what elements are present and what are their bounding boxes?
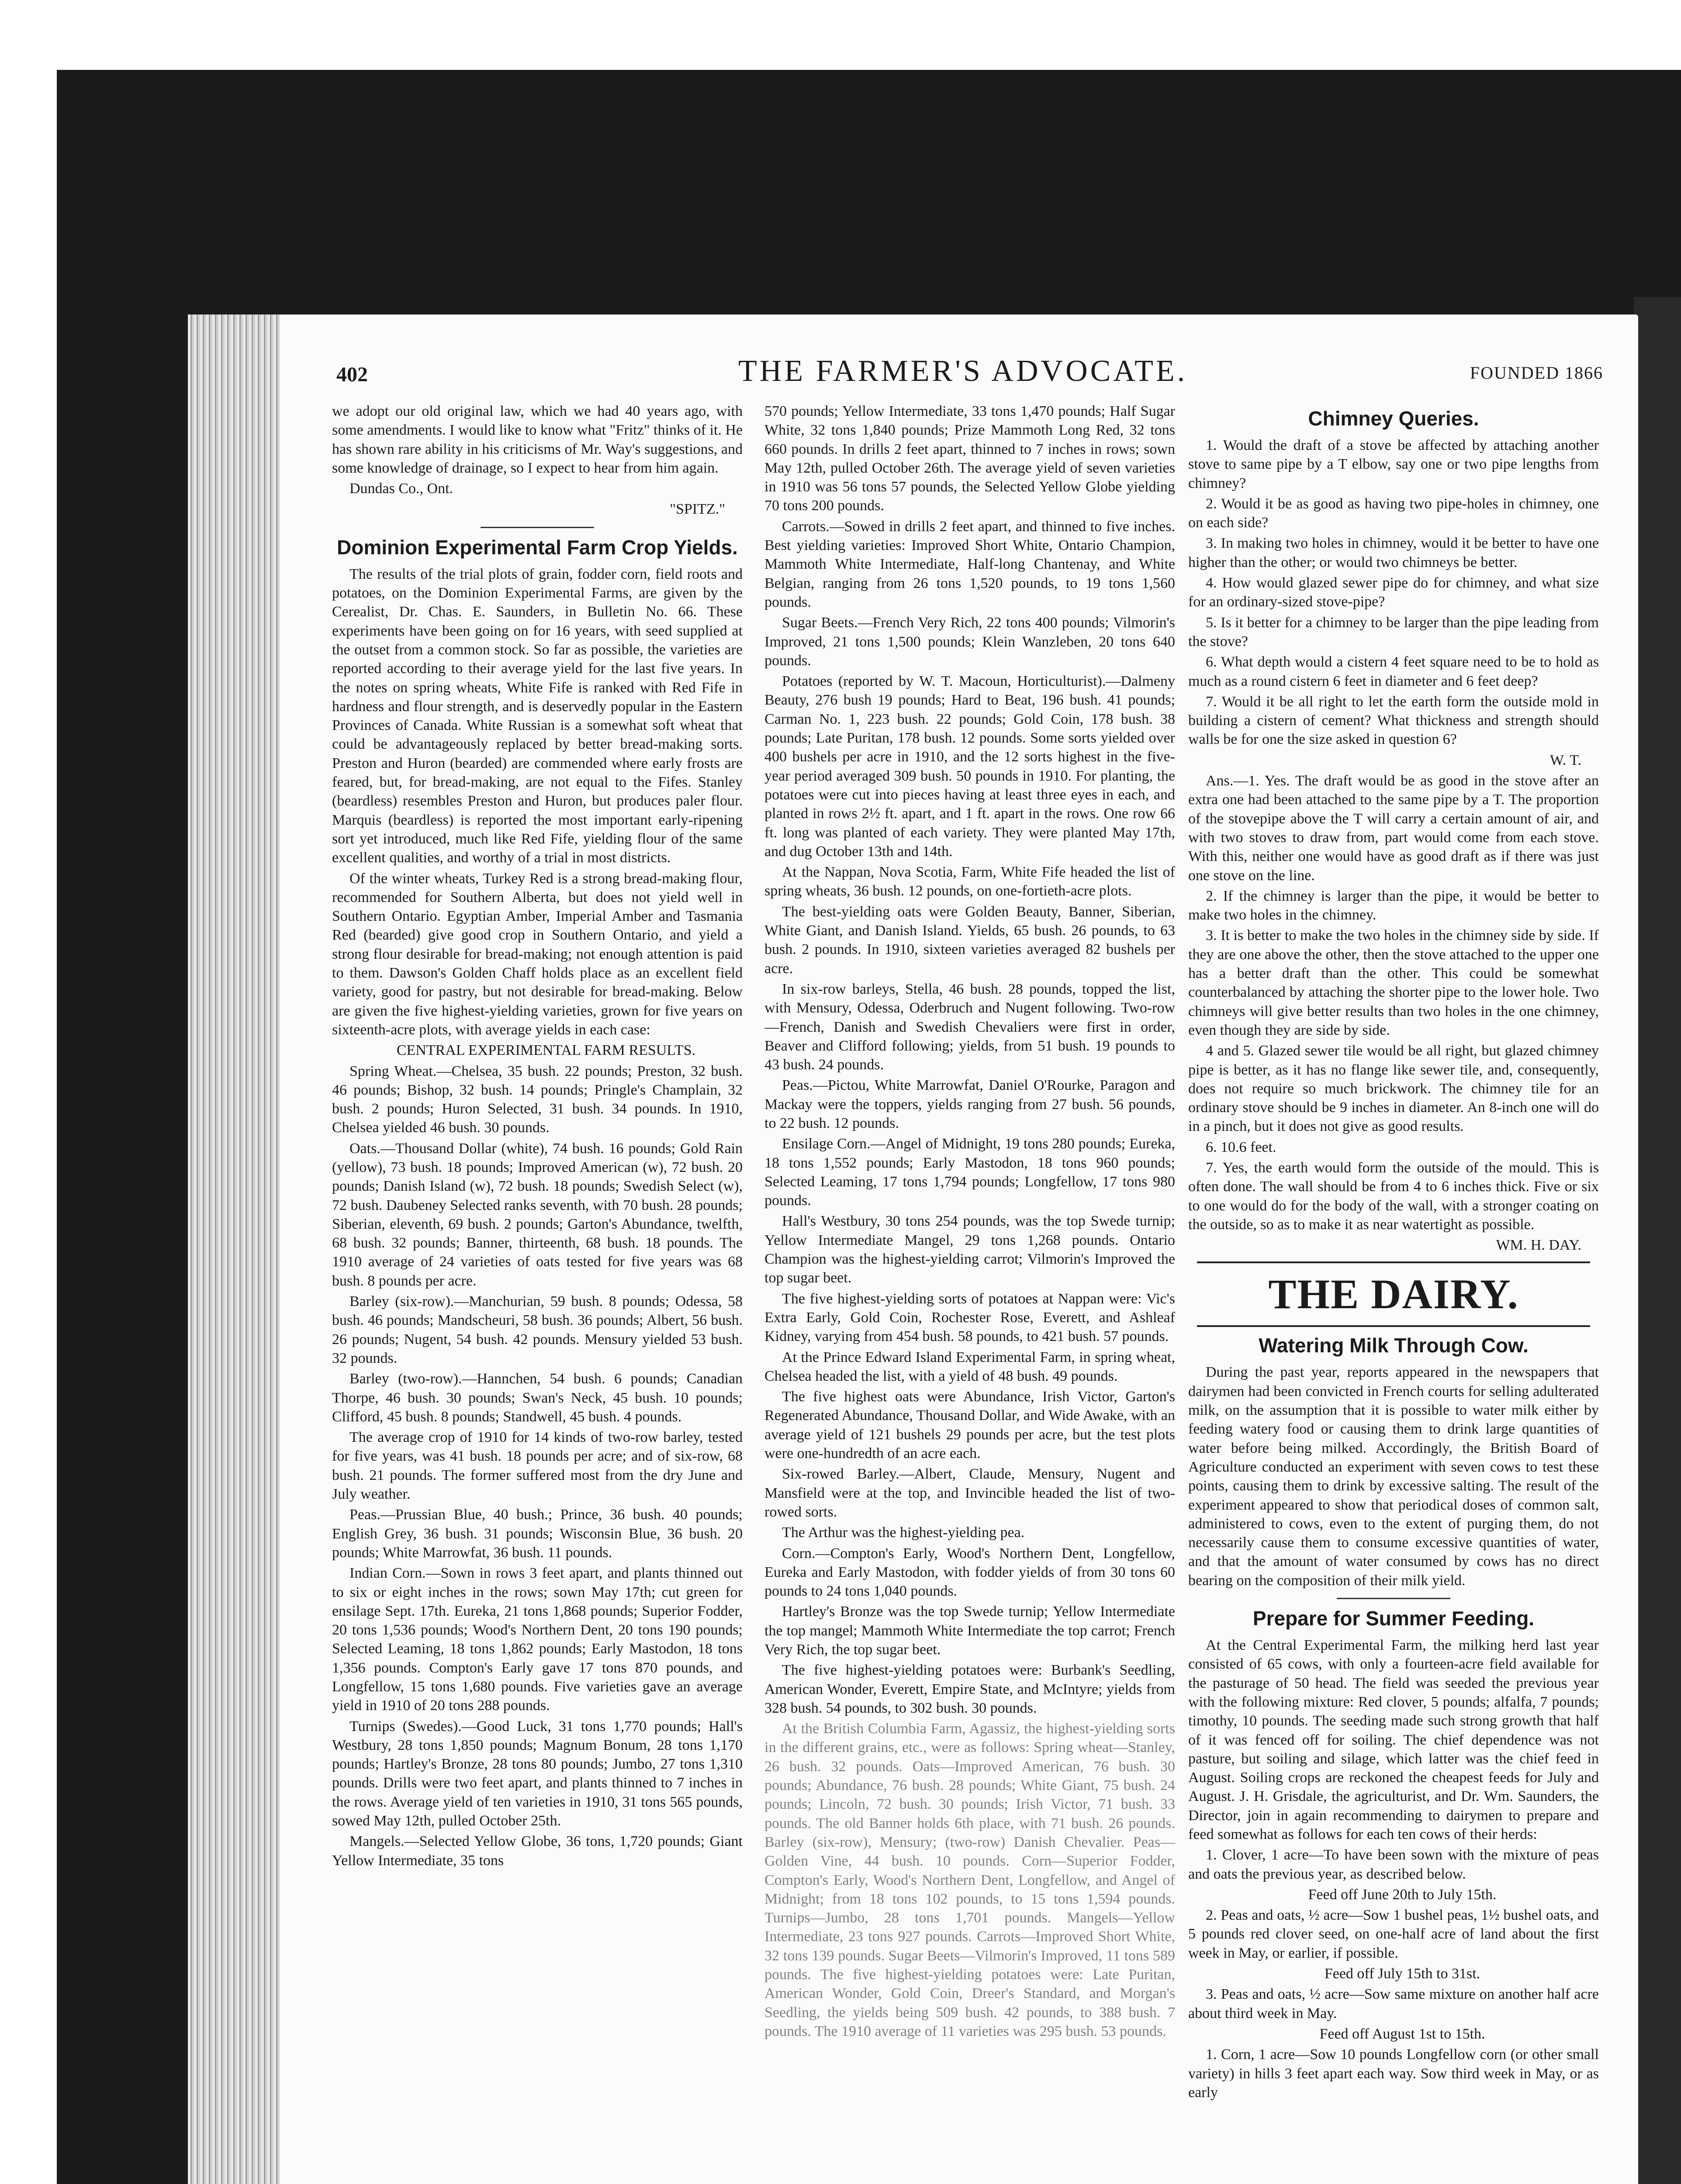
- paragraph: Indian Corn.—Sown in rows 3 feet apart, and plants thinned out to six or eight inches in the rows; sown May 17th; cut green for ensilage Sept. 17th. Eureka, 21 tons 1,868 pounds; Superior Fodder, 20 tons 1,536 pounds; Wood's Northern Dent, 20 tons 190 pounds; Selected Leaming, 18 tons 1,862 pounds; Early Mastodon, 18 tons 1,356 pounds. Compton's Early gave 17 tons 870 pounds, and Longfellow, 15 tons 1,680 pounds. Five varieties gave an average yield in 1910 of 20 tons 288 pounds.: [332, 1565, 743, 1714]
- article-heading-watering-milk: Watering Milk Through Cow.: [1259, 1334, 1529, 1357]
- paragraph: Hartley's Bronze was the top Swede turnip; Yellow Intermediate the top mangel; Mammoth White Intermediate the top carrot; French Very Rich, the top sugar beet.: [764, 1603, 1175, 1658]
- answer: Ans.—1. Yes. The draft would be as good in the stove after an extra one had been attached to the same pipe by a T. The proportion of the stovepipe above the T will carry a certain amount of air, and with two stoves to draw from, part would come from each stove. With this, neither one would have as good draft as if there was just one stove on the line.: [1188, 773, 1599, 884]
- paragraph: Hall's Westbury, 30 tons 254 pounds, was the top Swede turnip; Yellow Intermediate Mangel, 29 tons 1,268 pounds. Ontario Champion was the highest-yielding carrot; Vilmorin's Improved the top sugar beet.: [764, 1213, 1175, 1286]
- paragraph: Barley (six-row).—Manchurian, 59 bush. 8 pounds; Odessa, 58 bush. 46 pounds; Mandscheuri, 58 bush. 36 pounds; Albert, 56 bush. 26 pounds; Nugent, 54 bush. 42 pounds. Mensury yielded 53 bush. 32 pounds.: [332, 1293, 743, 1366]
- answer: 6. 10.6 feet.: [1206, 1139, 1276, 1155]
- paragraph: Corn.—Compton's Early, Wood's Northern Dent, Longfellow, Eureka and Early Mastodon, with fodder yields of from 30 tons 60 pounds to 24 tons 1,040 pounds.: [764, 1545, 1175, 1600]
- feed-period: Feed off July 15th to 31st.: [1324, 1966, 1480, 1982]
- paragraph: At the British Columbia Farm, Agassiz, the highest-yielding sorts in the different grains, etc., were as follows: Spring wheat—Stanley, 26 bush. 32 pounds. Oats—Improved American, 76 bush. 30 pounds; Abundance, 76 bush. 28 pounds; White Giant, 75 bush. 24 pounds; Lincoln, 72 bush. 30 pounds; Irish Victor, 71 bush. 33 pounds. The old Banner holds 6th place, with 71 bush. 26 pounds. Barley (six-row), Mensury; (two-row) Danish Chevalier. Peas—Golden Vine, 44 bush. 10 pounds. Corn—Superior Fodder, Compton's Early, Wood's Northern Dent, Longfellow, and Angel of Midnight; from 18 tons 102 pounds, to 15 tons 1,594 pounds. Turnips—Jumbo, 28 tons 1,701 pounds. Mangels—Yellow Intermediate, 23 tons 927 pounds. Carrots—Improved Short White, 32 tons 139 pounds. Sugar Beets—Vilmorin's Improved, 11 tons 589 pounds. The five highest-yielding potatoes were: Late Puritan, American Wonder, Gold Coin, Dreer's Standard, and Morgan's Seedling, the yields being 509 bush. 42 pounds, to 388 bush. 7 pounds. The 1910 average of 11 varieties was 295 bush. 53 pounds.: [764, 1721, 1175, 2039]
- paragraph: 570 pounds; Yellow Intermediate, 33 tons 1,470 pounds; Half Sugar White, 32 tons 1,840 pounds; Prize Mammoth Long Red, 32 tons 660 pounds. In drills 2 feet apart, thinned to 7 inches in rows; sown May 12th, pulled October 26th. The average yield of seven varieties in 1910 was 56 tons 57 pounds, the Selected Yellow Globe yielding 70 tons 200 pounds.: [764, 403, 1175, 514]
- question: 6. What depth would a cistern 4 feet square need to be to hold as much as a round cistern 6 feet in diameter and 6 feet deep?: [1188, 654, 1599, 689]
- answer: 2. If the chimney is larger than the pipe, it would be better to make two holes in the chimney.: [1188, 888, 1599, 923]
- paragraph: At the Central Experimental Farm, the milking herd last year consisted of 65 cows, with only a fourteen-acre field available for the pasturage of 50 head. The field was seeded the previous year with the following mixture: Red clover, 5 pounds; alfalfa, 7 pounds; timothy, 10 pounds. The seeding made such strong growth that half of it was fenced off for soiling. The chief dependence was not pasture, but soiling and silage, which latter was the chief feed in August. Soiling crops are reckoned the cheapest feeds for July and August. J. H. Grisdale, the agriculturist, and Dr. Wm. Saunders, the Director, join in again recommending to dairymen to prepare and feed somewhat as follows for each ten cows of their herds:: [1188, 1637, 1599, 1842]
- section-divider: [1337, 1598, 1450, 1599]
- right-page-edge: [1634, 297, 1681, 2184]
- paragraph: The Arthur was the highest-yielding pea.: [782, 1524, 1025, 1541]
- paragraph: Peas.—Pictou, White Marrowfat, Daniel O'Rourke, Paragon and Mackay were the toppers, yields ranging from 27 bush. 56 pounds, to 22 bush. 12 pounds.: [764, 1077, 1175, 1131]
- paragraph: 3. Peas and oats, ½ acre—Sow same mixture on another half acre about third week in May.: [1188, 1986, 1599, 2022]
- feed-period: Feed off August 1st to 15th.: [1319, 2025, 1485, 2042]
- answer: 4 and 5. Glazed sewer tile would be all right, but glazed chimney pipe is better, as it has no flange like sewer tile, and, consequently, does not require so much brickwork. The chimney tile for an ordinary stove should be 9 inches in diameter. An 8-inch one will do in a pinch, but it does not give as good results.: [1188, 1043, 1599, 1135]
- book-page-edges: [188, 314, 288, 2184]
- paragraph: During the past year, reports appeared in the newspapers that dairymen had been convicted in French courts for selling adulterated milk, on the assumption that it is possible to water milk either by feeding watery food or causing them to drink large quantities of water before being milked. Accordingly, the British Board of Agriculture conducted an experiment with seven cows to test these points, causing them to drink by excessive salting. The result of the experiment appeared to show that periodical doses of common salt, administered to cows, even to the extent of purging them, do not necessarily cause them to consume excessive quantities of water, and that the amount of water consumed by cows has no direct bearing on the composition of their milk yield.: [1188, 1364, 1599, 1589]
- paragraph: The five highest-yielding potatoes were: Burbank's Seedling, American Wonder, Everett, Empire State, and McIntyre; yields from 328 bush. 54 pounds, to 302 bush. 30 pounds.: [764, 1662, 1175, 1716]
- answer: 7. Yes, the earth would form the outside of the mould. This is often done. The wall should be from 4 to 6 inches thick. Five or six to one would do for the body of the wall, with a stronger coating on the outside, so as to make it as near watertight as possible.: [1188, 1159, 1599, 1233]
- paragraph: Peas.—Prussian Blue, 40 bush.; Prince, 36 bush. 40 pounds; English Grey, 36 bush. 31 pounds; Wisconsin Blue, 36 bush. 20 pounds; White Marrowfat, 36 bush. 11 pounds.: [332, 1507, 743, 1561]
- section-divider: [481, 527, 594, 528]
- answer-signature: WM. H. DAY.: [1496, 1237, 1581, 1254]
- column-right: [1188, 402, 1599, 2104]
- letter-signature: "SPITZ.": [670, 501, 725, 518]
- article-heading-crop-yields: Dominion Experimental Farm Crop Yields.: [337, 536, 738, 559]
- paragraph: Turnips (Swedes).—Good Luck, 31 tons 1,770 pounds; Hall's Westbury, 28 tons 1,850 pounds; Magnum Bonum, 28 tons 1,170 pounds; Hartley's Bronze, 28 tons 80 pounds; Jumbo, 27 tons 1,310 pounds. Drills were two feet apart, and plants thinned to 7 inches in the rows. Average yield of ten varieties in 1910, 31 tons 565 pounds, sowed May 12th, pulled October 25th.: [332, 1718, 743, 1829]
- section-divider: [1197, 1325, 1590, 1327]
- paragraph: Potatoes (reported by W. T. Macoun, Horticulturist).—Dalmeny Beauty, 276 bush 19 pounds; Hard to Beat, 196 bush. 41 pounds; Carman No. 1, 223 bush. 22 pounds; Gold Coin, 178 bush. 38 pounds; Late Puritan, 178 bush. 12 pounds. Some sorts yielded over 400 bushels per acre in 1910, and the 12 sorts highest in the five-year period averaged 309 bush. 50 pounds in 1910. For planting, the potatoes were cut into pieces having at least three eyes in each, and planted in rows 2½ ft. apart, and 1 ft. apart in the rows. One row 66 ft. long was planted of each variety. They were planted May 17th, and dug October 13th and 14th.: [764, 673, 1175, 860]
- paragraph: The average crop of 1910 for 14 kinds of two-row barley, tested for five years, was 41 bush. 18 pounds per acre; and of six-row, 68 bush. 21 pounds. The former suffered most from the dry June and July weather.: [332, 1429, 743, 1503]
- article-heading-summer-feeding: Prepare for Summer Feeding.: [1252, 1607, 1535, 1630]
- article-heading-chimney-queries: Chimney Queries.: [1308, 407, 1479, 430]
- feed-period: Feed off June 20th to July 15th.: [1308, 1886, 1497, 1903]
- paragraph: 1. Corn, 1 acre—Sow 10 pounds Longfellow corn (or other small variety) in hills 3 feet apart each way. Sow third week in May, or as early: [1188, 2046, 1599, 2101]
- answer: 3. It is better to make the two holes in the chimney side by side. If they are one above the other, then the stove attached to the upper one has a better draft than the other. This could be somewhat counterbalanced by attaching the shorter pipe to the lower hole. Two chimneys will give better results than two holes in the one chimney, even though they are side by side.: [1188, 927, 1599, 1038]
- paragraph: Barley (two-row).—Hannchen, 54 bush. 6 pounds; Canadian Thorpe, 46 bush. 30 pounds; Swan's Neck, 45 bush. 10 pounds; Clifford, 45 bush. 8 pounds; Standwell, 45 bush. 4 pounds.: [332, 1371, 743, 1425]
- paragraph: Of the winter wheats, Turkey Red is a strong bread-making flour, recommended for Southern Alberta, but does not yield well in Southern Ontario. Egyptian Amber, Imperial Amber and Tasmania Red (bearded) give good crop in Southern Ontario, and yield a strong flour desirable for bread-making; not enough attention is paid to them. Dawson's Golden Chaff holds place as an excellent field variety, good for pastry, but not desirable for bread-making. Below are given the five highest-yielding varieties, grown for five years on sixteenth-acre plots, with average yields in each case:: [332, 870, 743, 1038]
- paragraph: Mangels.—Selected Yellow Globe, 36 tons, 1,720 pounds; Giant Yellow Intermediate, 35 tons: [332, 1833, 743, 1869]
- paragraph: The five highest-yielding sorts of potatoes at Nappan were: Vic's Extra Early, Gold Coin, Rochester Rose, Everett, and Ashleaf Kidney, varying from 454 bush. 58 pounds, to 421 bush. 57 pounds.: [764, 1290, 1175, 1345]
- question: 1. Would the draft of a stove be affected by attaching another stove to same pipe by a T elbow, say one or two pipe lengths from chimney?: [1188, 437, 1599, 491]
- page-number: 402: [336, 363, 368, 386]
- question: 3. In making two holes in chimney, would it be better to have one higher than the other; or would two chimneys be better.: [1188, 535, 1599, 570]
- paragraph: In six-row barleys, Stella, 46 bush. 28 pounds, topped the list, with Mensury, Odessa, Oderbruch and Nugent following. Two-row—French, Danish and Swedish Chevaliers were first in order, Beaver and Clifford following; yields, from 51 bush. 19 pounds to 43 bush. 24 pounds.: [764, 981, 1175, 1073]
- letter-paragraph: we adopt our old original law, which we had 40 years ago, with some amendments. I would like to know what "Fritz" thinks of it. He has shown rare ability in his criticisms of Mr. Way's suggestions, and some knowledge of drainage, so I expect to hear from him again.: [332, 403, 743, 476]
- publication-title: THE FARMER'S ADVOCATE.: [738, 354, 1188, 388]
- page-header: [336, 354, 1603, 402]
- subheading-central-farm: CENTRAL EXPERIMENTAL FARM RESULTS.: [396, 1042, 696, 1059]
- founded-label: FOUNDED 1866: [1470, 363, 1603, 383]
- question-signature: W. T.: [1550, 752, 1581, 768]
- question: 4. How would glazed sewer pipe do for chimney, and what size for an ordinary-sized stove-pipe?: [1188, 575, 1599, 610]
- column-middle: [764, 402, 1175, 2042]
- paragraph: Six-rowed Barley.—Albert, Claude, Mensury, Nugent and Mansfield were at the top, and Invincible headed the list of two-rowed sorts.: [764, 1466, 1175, 1520]
- paragraph: The results of the trial plots of grain, fodder corn, field roots and potatoes, on the Dominion Experimental Farms, are given by the Cerealist, Dr. Chas. E. Saunders, in Bulletin No. 66. These experiments have been going on for 16 years, with seed supplied at the outset from a common stock. So far as possible, the varieties are reported according to their average yield for the last five years. In the notes on spring wheats, White Fife is ranked with Red Fife in hardness and flour strength, and is deservedly popular in the Eastern Provinces of Canada. White Russian is a somewhat soft wheat that could be advantageously replaced by better bread-making sorts. Preston and Huron (bearded) are commended where early frosts are feared, but, for bread-making, are not equal to the Fifes. Stanley (beardless) resembles Preston and Huron, but produces paler flour. Marquis (beardless) is reported the most important early-ripening sort yet introduced, much like Red Fife, yielding flour of the same excellent qualities, and worthy of a trial in most districts.: [332, 566, 743, 866]
- paragraph: Spring Wheat.—Chelsea, 35 bush. 22 pounds; Preston, 32 bush. 46 pounds; Bishop, 32 bush. 14 pounds; Pringle's Champlain, 32 bush. 2 pounds; Huron Selected, 31 bush. 34 pounds. In 1910, Chelsea yielded 46 bush. 30 pounds.: [332, 1063, 743, 1136]
- letter-place: Dundas Co., Ont.: [349, 480, 453, 497]
- question: 7. Would it be all right to let the earth form the outside mold in building a cistern of cement? What thickness and strength should walls be for one the size asked in question 6?: [1188, 693, 1599, 748]
- paragraph: The five highest oats were Abundance, Irish Victor, Garton's Regenerated Abundance, Thousand Dollar, and Wide Awake, with an average yield of 121 bushels 29 pounds per acre, but the test plots were one-hundredth of an acre each.: [764, 1389, 1175, 1462]
- paragraph: The best-yielding oats were Golden Beauty, Banner, Siberian, White Giant, and Danish Island. Yields, 65 bush. 26 pounds, to 63 bush. 2 pounds. In 1910, sixteen varieties averaged 82 bushels per acre.: [764, 903, 1175, 977]
- paragraph: Ensilage Corn.—Angel of Midnight, 19 tons 280 pounds; Eureka, 18 tons 1,552 pounds; Early Mastodon, 18 tons 960 pounds; Selected Leaming, 17 tons 1,794 pounds; Longfellow, 17 tons 980 pounds.: [764, 1136, 1175, 1209]
- question: 5. Is it better for a chimney to be larger than the pipe leading from the stove?: [1188, 614, 1599, 650]
- paragraph: At the Nappan, Nova Scotia, Farm, White Fife headed the list of spring wheats, 36 bush. 12 pounds, on one-fortieth-acre plots.: [764, 864, 1175, 899]
- paragraph: 1. Clover, 1 acre—To have been sown with the mixture of peas and oats the previous year, as described below.: [1188, 1847, 1599, 1882]
- column-left: [332, 402, 743, 1872]
- paragraph: Carrots.—Sowed in drills 2 feet apart, and thinned to five inches. Best yielding varieties: Improved Short White, Ontario Champion, Mammoth White Intermediate, Half-long Chantenay, and White Belgian, ranging from 26 tons 1,520 pounds, to 19 tons 1,560 pounds.: [764, 518, 1175, 610]
- section-divider: [1197, 1261, 1590, 1263]
- paragraph: At the Prince Edward Island Experimental Farm, in spring wheat, Chelsea headed the list, with a yield of 48 bush. 49 pounds.: [764, 1349, 1175, 1384]
- paragraph: Sugar Beets.—French Very Rich, 22 tons 400 pounds; Vilmorin's Improved, 21 tons 1,500 pounds; Klein Wanzleben, 20 tons 640 pounds.: [764, 615, 1175, 669]
- question: 2. Would it be as good as having two pipe-holes in chimney, one on each side?: [1188, 495, 1599, 531]
- paragraph: Oats.—Thousand Dollar (white), 74 bush. 16 pounds; Gold Rain (yellow), 73 bush. 18 pounds; Improved American (w), 72 bush. 20 pounds; Danish Island (w), 72 bush. 18 pounds; Swedish Select (w), 72 bush. Daubeney Selected ranks seventh, with 70 bush. 28 pounds; Siberian, eleventh, 69 bush. 2 pounds; Garton's Abundance, twelfth, 68 bush. 32 pounds; Banner, thirteenth, 68 bush. 18 pounds. The 1910 average of 24 varieties of oats tested for five years was 68 bush. 8 pounds per acre.: [332, 1140, 743, 1289]
- page-margin-white: [0, 0, 57, 2184]
- paragraph: 2. Peas and oats, ½ acre—Sow 1 bushel peas, 1½ bushel oats, and 5 pounds red clover seed, on one-half acre of land about the first week in May, or earlier, if possible.: [1188, 1907, 1599, 1961]
- section-title-dairy: THE DAIRY.: [1268, 1271, 1519, 1318]
